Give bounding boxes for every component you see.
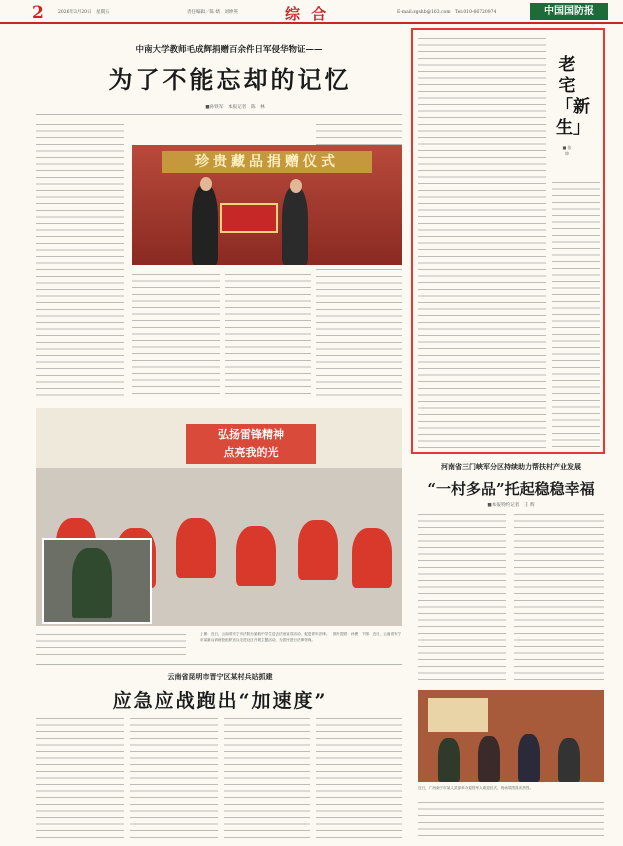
person-figure — [558, 738, 580, 782]
volunteer — [352, 528, 392, 588]
contact-line: E-mail:zgshb@163.com Tel:010-66720974 — [397, 10, 497, 15]
article2-text-column — [418, 512, 506, 684]
volunteer-activity-photo — [36, 408, 402, 626]
sidebar-author: ■ 张 坤 — [562, 145, 572, 156]
person-head — [200, 177, 212, 191]
volunteer — [176, 518, 216, 578]
photo3-caption: 近日，广西南宁市某人武部举办退役军人欢迎仪式，现场氛围喜庆热烈。 — [418, 786, 533, 790]
donation-ceremony-photo — [132, 145, 402, 265]
volunteer — [298, 520, 338, 580]
article2-byline: ■本报特约记者 王 辉 — [487, 503, 535, 508]
banner-line-2: 点亮我的光 — [223, 446, 279, 459]
wall-decor — [428, 698, 488, 732]
article3-text-column — [316, 716, 402, 838]
banner-sign — [186, 424, 316, 464]
divider — [36, 664, 402, 665]
volunteer — [236, 526, 276, 586]
article3-kicker: 云南省昆明市晋宁区某村兵站抓建 — [167, 672, 273, 681]
editors-line: 责任编辑／陈 婧 刘坤英 — [187, 10, 238, 15]
certificate — [220, 203, 278, 233]
lead-byline: ■孙铁军 本报记者 陈 林 — [205, 105, 265, 110]
person-head — [290, 179, 302, 193]
welcome-ceremony-photo — [418, 690, 604, 782]
lead-headline: 为了不能忘却的记忆 — [108, 66, 352, 94]
sidebar-headline: 老宅「新生」 — [556, 55, 590, 138]
banner-line-1: 弘扬雷锋精神 — [218, 428, 284, 441]
lead-text-column — [36, 122, 124, 398]
lead-text-column — [132, 272, 220, 398]
newspaper-logo: 中国国防报 — [530, 3, 608, 20]
article2-text-column — [514, 512, 604, 684]
lead-text-column — [225, 272, 311, 398]
article2-headline: “一村多品”托起稳稳幸福 — [427, 480, 595, 498]
article3-text-column — [224, 716, 310, 838]
issue-date: 2026年3月20日 星期五 — [58, 10, 110, 15]
article3-headline: 应急应战跑出“加速度” — [112, 690, 328, 712]
divider — [36, 114, 402, 115]
article3-text-column — [130, 716, 218, 838]
person-figure — [438, 738, 460, 782]
person-figure — [478, 736, 500, 782]
photo-banner-text: 珍贵藏品捐赠仪式 — [162, 151, 372, 173]
article2-kicker: 河南省三门峡军分区持续助力帮扶村产业发展 — [441, 462, 581, 471]
article3-text-column — [36, 716, 124, 838]
article2-text-continued — [418, 800, 604, 838]
caption-placeholder — [36, 632, 186, 656]
page-header — [0, 0, 623, 24]
person-figure — [282, 187, 308, 265]
person-figure — [518, 734, 540, 782]
lead-kicker: 中南大学教师毛成辉捐赠百余件日军侵华物证—— — [135, 45, 323, 55]
section-title: 综 合 — [285, 5, 330, 23]
sidebar-text-column — [418, 36, 546, 448]
person-figure — [192, 185, 218, 265]
soldier-figure — [72, 548, 112, 618]
sidebar-text-column — [552, 180, 600, 448]
page-number: 2 — [32, 3, 44, 23]
photo2-caption: 上图：近日，云南省安宁市法院为某航中学生送去法治宣讲活动，促进青年法律。 图片提供：孙俊 下图：近日，云南省安宁市某新兵训练营组织官兵走进社区开展主题活动，为居民进行法律咨询。 — [200, 632, 402, 642]
